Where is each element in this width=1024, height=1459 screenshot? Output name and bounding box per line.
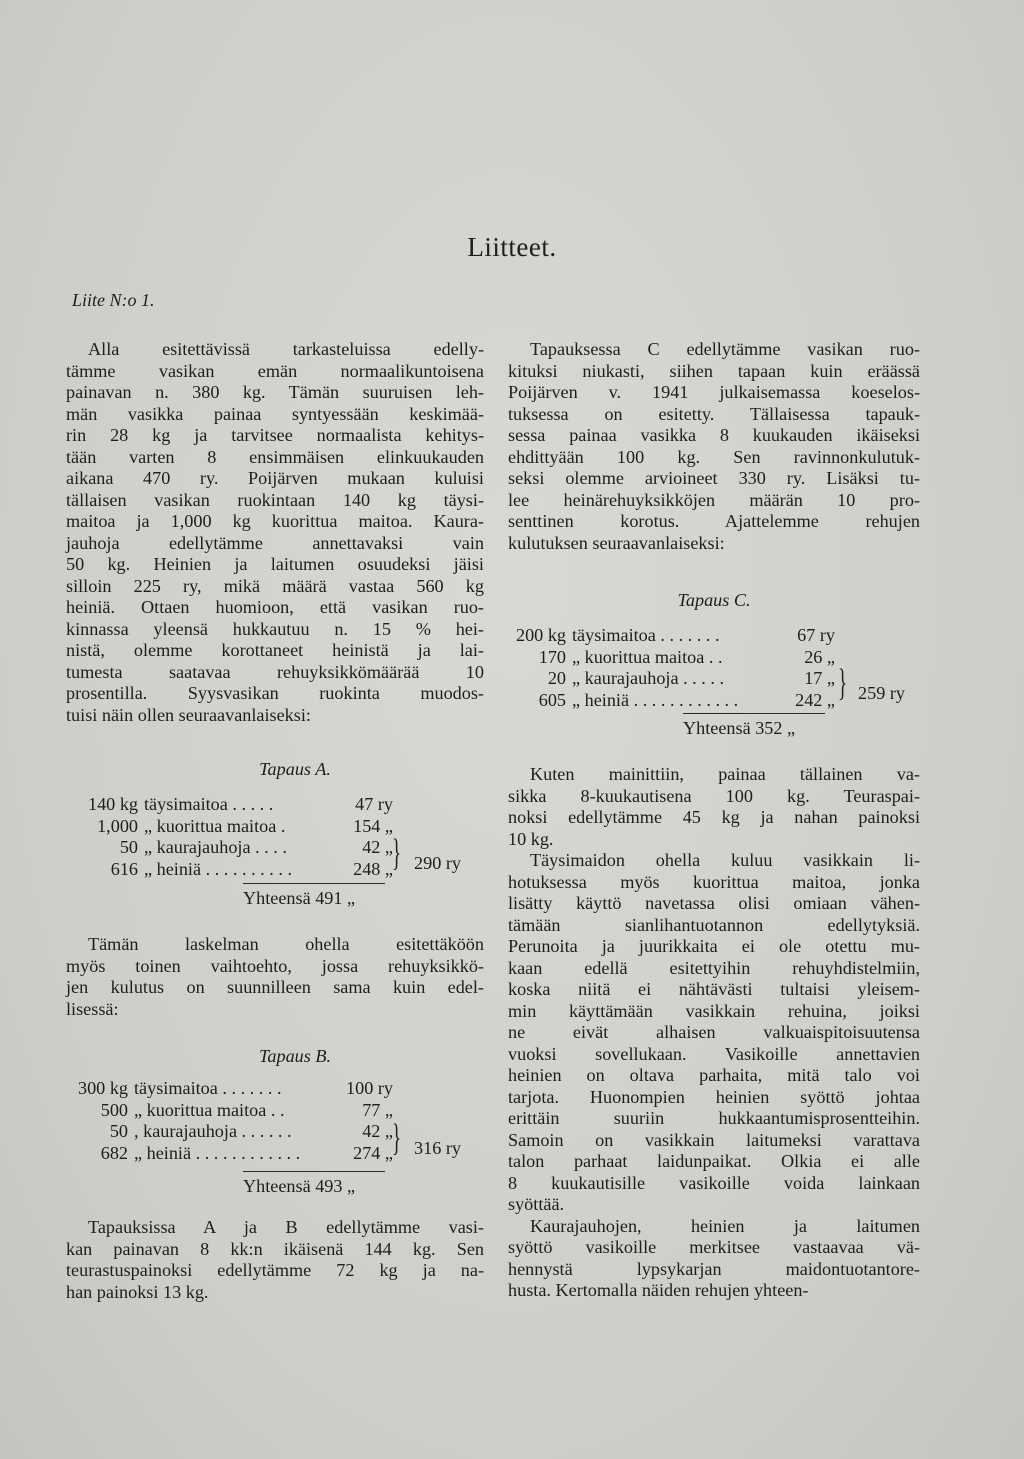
right-intro-paragraph — [508, 339, 920, 554]
text-line: nistä, olemme korottaneet heinistä ja lai- — [66, 640, 484, 660]
text-line: ehdittyään 100 kg. Sen ravinnonkulutuk- — [508, 446, 920, 467]
text-line: Täysimaidon ohella kuluu vasikkain li- — [530, 850, 920, 870]
feed-ry: 274 „ — [353, 1142, 393, 1163]
left-middle-paragraph — [66, 934, 484, 1020]
text-line: Perunoita ja juurikkaita ei ole otettu mu- — [508, 936, 920, 956]
feed-feed: „ kaurajauhoja . . . . . — [572, 668, 725, 688]
text-line: seksi olemme arvioineet 330 ry. Lisäksi tu- — [508, 468, 920, 488]
feed-qty: 200 kg — [515, 625, 566, 645]
left-closing-paragraph — [66, 1217, 484, 1303]
text-line: sessa painaa vasikka 8 kuukauden ikäiseksi — [508, 425, 920, 445]
text-line: syöttää. — [508, 1194, 565, 1214]
feed-qty: 605 — [538, 689, 566, 710]
text-line: min käyttämään vasikkain rehuina, joiksi — [508, 1000, 920, 1021]
text-line: vuoksi sovellukaan. Vasikoille annettavien — [508, 1043, 920, 1064]
feed-row — [66, 1078, 486, 1100]
text-line: Tapauksissa A ja B edellytämme vasi- — [88, 1217, 484, 1237]
text-line: noksi edellytämme 45 kg ja nahan painoksi — [508, 807, 920, 827]
case-b-total: Yhteensä 493 „ — [243, 1176, 356, 1196]
text-line: Poijärven v. 1941 julkaisemassa koeselos- — [508, 382, 920, 402]
text-line: husta. Kertomalla näiden rehujen yhteen- — [508, 1280, 809, 1300]
text-line: maitoa ja 1,000 kg kuorittua maitoa. Kaura- — [66, 511, 484, 531]
feed-ry: 100 ry — [346, 1078, 393, 1098]
right-paragraph-3 — [508, 1216, 920, 1302]
right-paragraph-1 — [508, 764, 920, 850]
feed-qty: 500 — [100, 1099, 128, 1120]
case-a-section — [66, 759, 484, 781]
right-paragraph-2 — [508, 850, 920, 1216]
feed-qty: 300 kg — [77, 1078, 128, 1098]
feed-ry: 42 „ — [362, 837, 393, 857]
case-a-brace: } — [392, 832, 402, 874]
feed-feed: täysimaitoa . . . . . . . — [572, 625, 720, 645]
text-line: syöttö vasikoille merkitsee vastaavaa vä- — [508, 1237, 920, 1257]
text-line: erittäin suuriin hukkaantumisprosentteihin. — [508, 1108, 920, 1128]
text-line: kituksi niukasti, siihen tapaan kuin eräässä — [508, 360, 920, 381]
text-line: silloin 225 ry, mikä määrä vastaa 560 kg — [66, 575, 484, 596]
text-line: heiniä. Ottaen huomioon, että vasikan ruo- — [66, 597, 484, 617]
feed-ry: 242 „ — [795, 689, 835, 710]
text-line: koska niitä ei nähtävästi tultaisi yleisem- — [508, 979, 920, 999]
text-line: Kaurajauhojen, heinien ja laitumen — [530, 1215, 920, 1236]
case-c-total: Yhteensä 352 „ — [683, 718, 796, 738]
text-line: kinnassa yleensä hukkautuu n. 15 % hei- — [66, 618, 484, 639]
text-line: tumesta saatavaa rehuyksikkömäärää 10 — [66, 661, 484, 682]
feed-ry: 26 „ — [804, 646, 835, 667]
appendix-label: Liite N:o 1. — [72, 290, 155, 310]
feed-feed: täysimaitoa . . . . . — [144, 794, 274, 814]
text-line: aikana 470 ry. Poijärven mukaan kuluisi — [66, 468, 484, 488]
text-line: han painoksi 13 kg. — [66, 1281, 209, 1302]
text-line: tällaisen vasikan ruokintaan 140 kg täysi- — [66, 489, 484, 510]
text-line: senttinen korotus. Ajattelemme rehujen — [508, 511, 920, 531]
text-line: Kuten mainittiin, painaa tällainen va- — [530, 764, 920, 784]
text-line: 8 kuukautisille vasikoille voida lainkaan — [508, 1172, 920, 1193]
case-a-subtotal: 290 ry — [414, 853, 461, 873]
case-a-title: Tapaus A. — [259, 759, 331, 779]
text-line: lisessä: — [66, 998, 119, 1019]
text-line: myös toinen vaihtoehto, jossa rehuyksikkö- — [66, 955, 484, 976]
feed-row — [66, 816, 486, 838]
feed-qty: 682 — [100, 1142, 128, 1163]
feed-qty: 616 — [110, 858, 138, 879]
text-line: Samoin on vasikkain laitumeksi varattava — [508, 1129, 920, 1150]
text-line: jauhoja edellytämme annettavaksi vain — [66, 532, 484, 553]
feed-ry: 17 „ — [804, 668, 835, 688]
text-line: lee heinärehuyksikköjen määrän 10 pro- — [508, 489, 920, 510]
feed-row — [66, 1100, 486, 1122]
text-line: sikka 8-kuukautisena 100 kg. Teuraspai- — [508, 785, 920, 806]
text-line: tämään sianlihantuotannon edellytyksiä. — [508, 914, 920, 935]
feed-ry: 77 „ — [362, 1099, 393, 1120]
text-line: ne eivät alhaisen valkuaispitoisuutensa — [508, 1022, 920, 1042]
text-line: jen kulutus on suunnilleen sama kuin edel- — [66, 977, 484, 997]
left-column — [66, 339, 484, 726]
text-line: kaan edellä esitettyihin rehuyhdistelmiin, — [508, 957, 920, 978]
case-c-title: Tapaus C. — [677, 590, 751, 610]
text-line: Tämän laskelman ohella esitettäköön — [88, 934, 484, 954]
text-line: tuksessa on esitetty. Tällaisessa tapauk- — [508, 403, 920, 424]
text-line: tään varten 8 ensimmäisen elinkuukauden — [66, 446, 484, 467]
feed-feed: „ kuorittua maitoa . . — [572, 646, 723, 667]
feed-row — [66, 794, 486, 816]
feed-ry: 67 ry — [797, 625, 835, 645]
case-c-subtotal: 259 ry — [858, 683, 905, 703]
text-line: teurastuspainoksi edellytämme 72 kg ja na- — [66, 1260, 484, 1280]
case-c-section — [508, 590, 920, 612]
feed-qty: 50 — [119, 837, 138, 857]
text-line: talon parhaat laidunpaikat. Olkia ei alle — [508, 1151, 920, 1171]
feed-ry: 248 „ — [353, 858, 393, 879]
text-line: lisätty käyttö navetassa olisi omiaan vähen- — [508, 893, 920, 913]
case-b-title: Tapaus B. — [258, 1046, 332, 1066]
text-line: män vasikka painaa syntyessään keskimää- — [66, 403, 484, 424]
case-b-brace: } — [392, 1117, 402, 1159]
feed-feed: „ heiniä . . . . . . . . . . . . — [572, 689, 739, 710]
right-body — [508, 764, 920, 1302]
feed-ry: 47 ry — [355, 794, 393, 814]
text-line: tuisi näin ollen seuraavanlaiseksi: — [66, 704, 311, 725]
text-line: 50 kg. Heinien ja laitumen osuudeksi jäisi — [66, 554, 484, 574]
feed-qty: 170 — [538, 646, 566, 667]
feed-feed: „ kuorittua maitoa . — [144, 815, 286, 836]
case-a-rule — [243, 883, 385, 884]
text-line: tämme vasikan emän normaalikuntoisena — [66, 360, 484, 381]
feed-ry: 154 „ — [353, 815, 393, 836]
text-line: Tapauksessa C edellytämme vasikan ruo- — [530, 339, 920, 359]
case-c-brace: } — [838, 662, 848, 704]
feed-feed: „ heiniä . . . . . . . . . . . . — [134, 1142, 301, 1163]
feed-feed: „ heiniä . . . . . . . . . . — [144, 858, 292, 879]
text-line: heinien on oltava parhaita, mitä talo voi — [508, 1065, 920, 1085]
case-a-total: Yhteensä 491 „ — [243, 888, 356, 908]
feed-feed: „ kaurajauhoja . . . . — [144, 837, 287, 857]
text-line: hennystä lypsykarjan maidontuotantore- — [508, 1258, 920, 1279]
text-line: tarjota. Huonompien heinien syöttö johtaa — [508, 1086, 920, 1107]
text-line: hotuksessa myös kuorittua maitoa, jonka — [508, 871, 920, 892]
feed-feed: täysimaitoa . . . . . . . — [134, 1078, 282, 1098]
text-line: 10 kg. — [508, 828, 554, 849]
feed-row — [508, 647, 928, 669]
text-line: painavan n. 380 kg. Tämän suuruisen leh- — [66, 382, 484, 402]
text-line: kan painavan 8 kk:n ikäisenä 144 kg. Sen — [66, 1238, 484, 1259]
case-b-section — [66, 1046, 484, 1068]
feed-qty: 1,000 — [97, 815, 138, 836]
feed-row — [508, 625, 928, 647]
page-heading: Liitteet. — [467, 232, 557, 262]
case-b-subtotal: 316 ry — [414, 1138, 461, 1158]
feed-qty: 140 kg — [87, 794, 138, 814]
case-b-rule — [243, 1171, 385, 1172]
left-intro-paragraph — [66, 339, 484, 726]
feed-feed: , kaurajauhoja . . . . . . — [134, 1121, 292, 1141]
text-line: Alla esitettävissä tarkasteluissa edelly- — [88, 339, 484, 359]
text-line: rin 28 kg ja tarvitsee normaalista kehitys- — [66, 425, 484, 445]
feed-ry: 42 „ — [362, 1121, 393, 1141]
text-line: kulutuksen seuraavanlaiseksi: — [508, 532, 725, 553]
case-c-rule — [683, 713, 825, 714]
feed-qty: 20 — [547, 668, 566, 688]
feed-qty: 50 — [109, 1121, 128, 1141]
feed-feed: „ kuorittua maitoa . . — [134, 1099, 285, 1120]
text-line: prosentilla. Syysvasikan ruokinta muodos- — [66, 683, 484, 703]
